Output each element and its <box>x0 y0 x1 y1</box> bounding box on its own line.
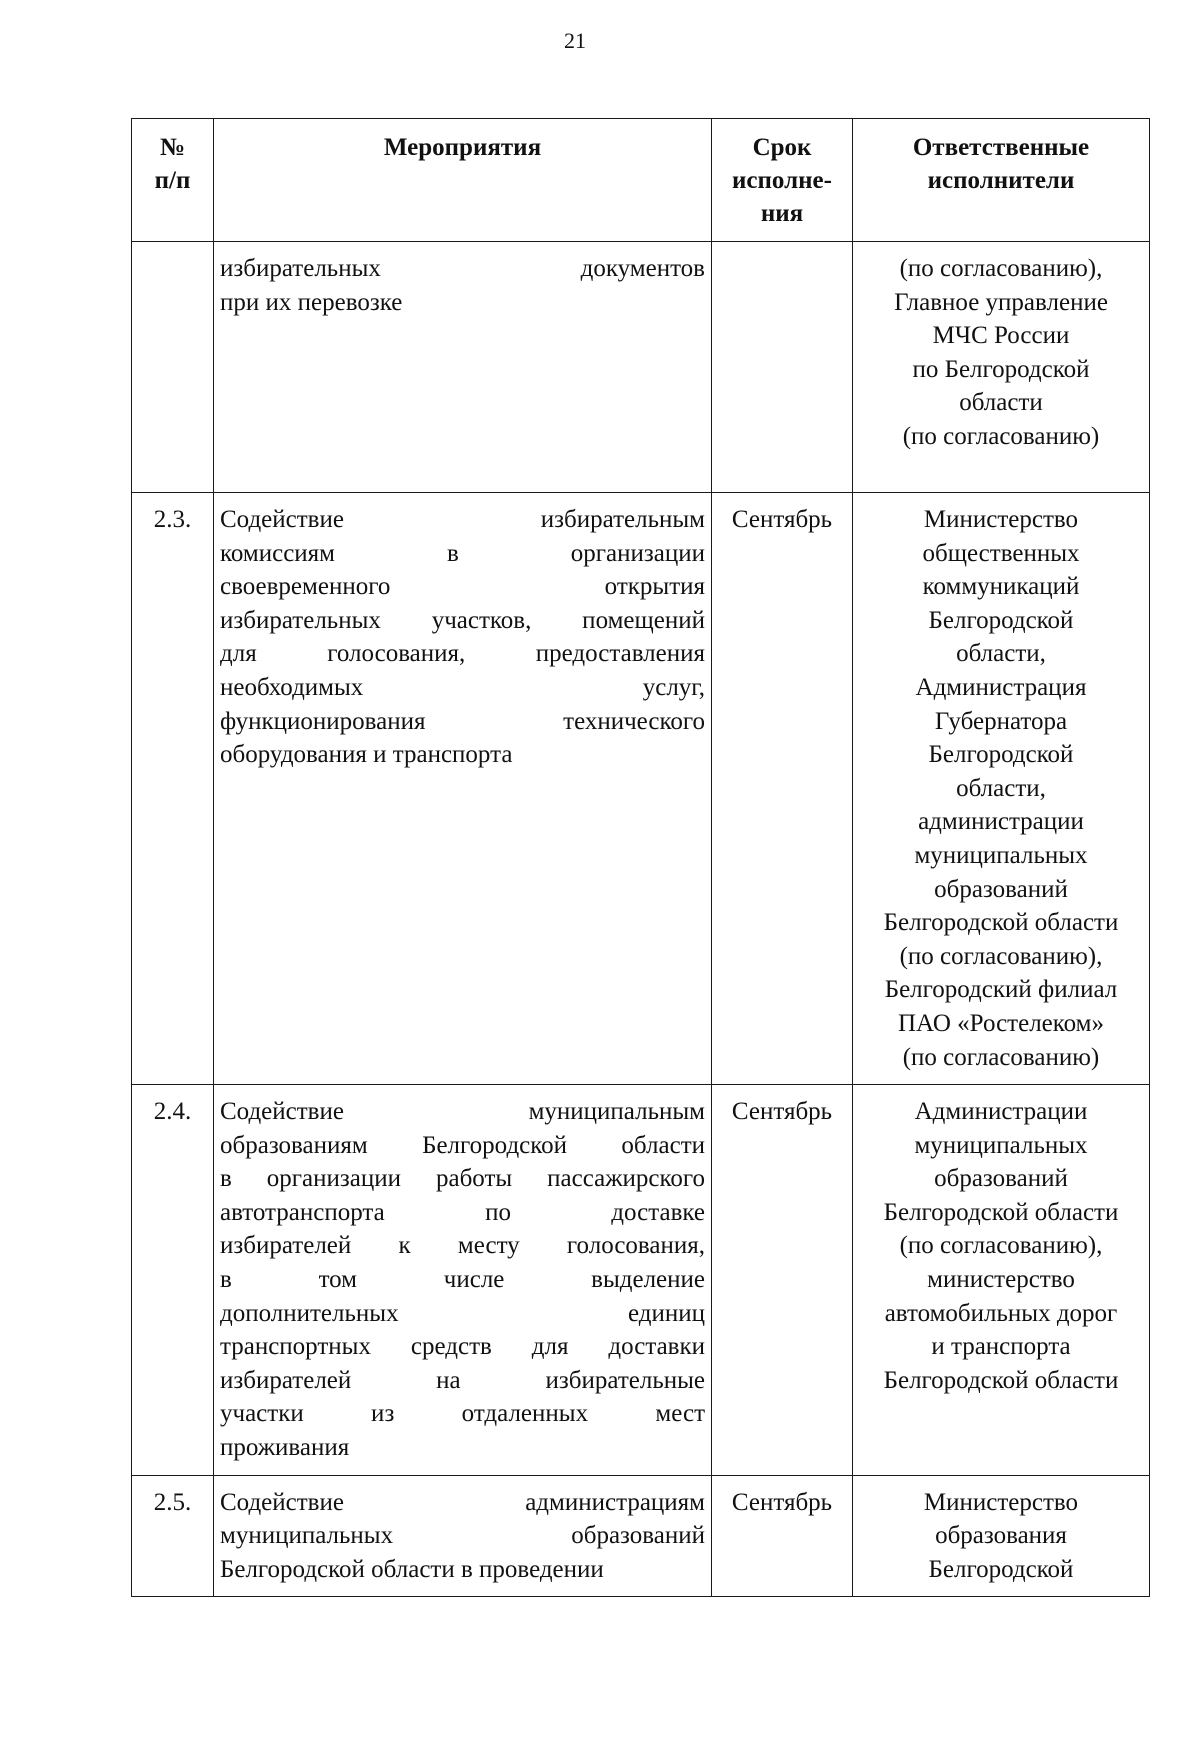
responsible-text-line: муниципальных <box>914 1131 1088 1159</box>
row-responsible <box>853 1085 1150 1476</box>
event-text-line: Содействие избирательным <box>220 506 705 533</box>
page-number: 21 <box>564 28 586 53</box>
event-text-line: муниципальных образований <box>220 1522 705 1550</box>
event-text-line: участки из отдаленных мест <box>220 1400 705 1428</box>
table-row <box>132 1475 1150 1597</box>
event-text-line: оборудования и транспорта <box>220 741 513 769</box>
responsible-text-line: министерство <box>927 1266 1075 1294</box>
event-text-line: функционирования технического <box>220 707 705 735</box>
responsible-text-line: образований <box>934 875 1068 903</box>
event-text-line: комиссиям в организации <box>220 539 705 567</box>
event-text-line: в том числе выделение <box>220 1266 705 1294</box>
event-text-line: образованиям Белгородской области <box>220 1131 705 1159</box>
header-number-line: № <box>159 134 186 161</box>
responsible-text-line: образования <box>935 1522 1067 1550</box>
responsible-text-line: МЧС России <box>932 322 1070 350</box>
row-term: Сентябрь <box>712 493 853 1085</box>
responsible-text-line: области <box>959 389 1043 417</box>
responsible-text-line: области, <box>956 774 1046 802</box>
event-text-line: автотранспорта по доставке <box>220 1198 705 1226</box>
responsible-text-line: Белгородской области <box>883 1198 1119 1226</box>
events-table <box>131 118 1150 1597</box>
responsible-text-line: и транспорта <box>931 1333 1071 1361</box>
event-text-line: транспортных средств для доставки <box>220 1333 705 1361</box>
event-text-line: Содействие муниципальным <box>220 1098 705 1126</box>
responsible-text-line: Белгородской области <box>883 1366 1119 1394</box>
table-row <box>132 1085 1150 1476</box>
row-responsible <box>853 242 1150 493</box>
event-text-line: проживания <box>220 1434 350 1462</box>
event-text-line: при их перевозке <box>220 288 403 316</box>
header-responsible-line: исполнители <box>927 167 1075 194</box>
responsible-text-line: Белгородский филиал <box>884 976 1118 1004</box>
responsible-text-line: Белгородской <box>928 1555 1074 1583</box>
event-text-line: дополнительных единиц <box>220 1299 705 1327</box>
event-text-line: в организации работы пассажирского <box>220 1165 705 1193</box>
row-event <box>214 1475 712 1597</box>
row-responsible <box>853 1475 1150 1597</box>
header-responsible-line: Ответственные <box>912 134 1090 161</box>
header-number <box>132 119 214 242</box>
responsible-text-line: ПАО «Ростелеком» <box>898 1009 1104 1037</box>
row-term: Сентябрь <box>712 1475 853 1597</box>
row-event <box>214 1085 712 1476</box>
responsible-text-line: Белгородской области <box>883 909 1119 937</box>
row-term <box>712 242 853 493</box>
responsible-text-line: образований <box>934 1165 1068 1193</box>
header-events-label: Мероприятия <box>383 134 542 161</box>
header-number-line: п/п <box>154 167 191 194</box>
event-text-line: избирательных документов <box>220 255 705 282</box>
event-text-line: своевременного открытия <box>220 573 705 601</box>
row-number: 2.4. <box>132 1085 214 1476</box>
header-term-line: Срок <box>752 134 812 161</box>
event-text-line: для голосования, предоставления <box>220 640 705 668</box>
header-term-line: исполне- <box>732 167 832 194</box>
responsible-text-line: коммуникаций <box>922 573 1080 601</box>
responsible-text-line: Администрация <box>915 673 1087 701</box>
header-events <box>214 119 712 242</box>
responsible-text-line: Главное управление <box>894 288 1108 316</box>
responsible-text-line: (по согласованию), <box>899 255 1103 282</box>
responsible-text-line: Администрации <box>914 1098 1088 1126</box>
responsible-text-line: Министерство <box>923 506 1079 533</box>
row-term: Сентябрь <box>712 1085 853 1476</box>
event-text-line: необходимых услуг, <box>220 673 705 701</box>
responsible-text-line: Белгородской <box>928 741 1074 769</box>
table-header-row <box>132 119 1150 242</box>
responsible-text-line: Министерство <box>923 1488 1079 1516</box>
header-term-line: ния <box>760 200 804 227</box>
row-number: 2.5. <box>132 1475 214 1597</box>
responsible-text-line: автомобильных дорог <box>884 1299 1118 1327</box>
responsible-text-line: муниципальных <box>914 841 1088 869</box>
responsible-text-line: по Белгородской <box>912 355 1090 383</box>
event-text-line: Белгородской области в проведении <box>220 1555 604 1583</box>
responsible-text-line: Губернатора <box>934 707 1068 735</box>
responsible-text-line: (по согласованию) <box>902 422 1100 450</box>
event-text-line: избирателей к месту голосования, <box>220 1232 705 1260</box>
row-number: 2.3. <box>132 493 214 1085</box>
table-row <box>132 242 1150 493</box>
event-text-line: избирательных участков, помещений <box>220 606 705 634</box>
header-responsible <box>853 119 1150 242</box>
responsible-text-line: администрации <box>918 808 1084 836</box>
table-row <box>132 493 1150 1085</box>
row-event <box>214 493 712 1085</box>
table-body <box>132 242 1150 1597</box>
row-number <box>132 242 214 493</box>
responsible-text-line: области, <box>956 640 1046 668</box>
event-text-line: избирателей на избирательные <box>220 1366 705 1394</box>
header-term <box>712 119 853 242</box>
responsible-text-line: Белгородской <box>928 606 1074 634</box>
responsible-text-line: общественных <box>922 539 1080 567</box>
row-event <box>214 242 712 493</box>
responsible-text-line: (по согласованию) <box>902 1043 1100 1071</box>
row-responsible <box>853 493 1150 1085</box>
event-text-line: Содействие администрациям <box>220 1488 705 1516</box>
responsible-text-line: (по согласованию), <box>899 1232 1103 1260</box>
responsible-text-line: (по согласованию), <box>899 942 1103 970</box>
